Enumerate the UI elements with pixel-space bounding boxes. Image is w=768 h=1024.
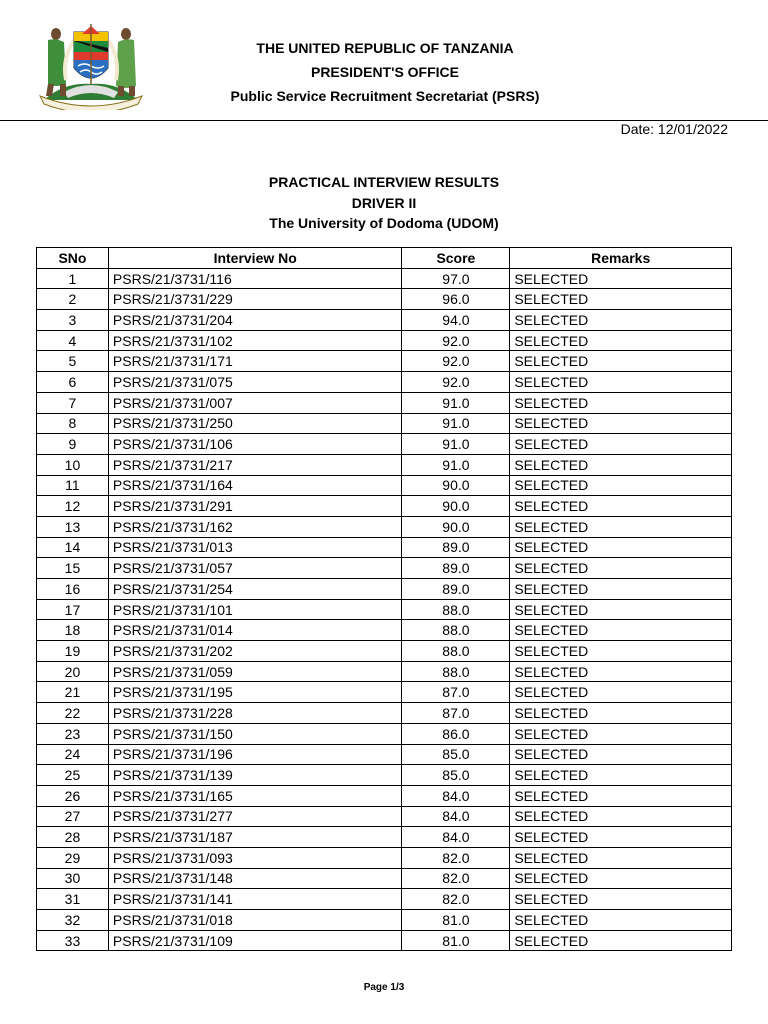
- cell-score: 91.0: [402, 434, 510, 455]
- cell-remarks: SELECTED: [510, 392, 732, 413]
- cell-score: 82.0: [402, 889, 510, 910]
- cell-remarks: SELECTED: [510, 889, 732, 910]
- cell-score: 84.0: [402, 785, 510, 806]
- cell-interview-no: PSRS/21/3731/228: [108, 703, 402, 724]
- table-row: [37, 579, 732, 600]
- cell-score: 85.0: [402, 765, 510, 786]
- cell-interview-no: PSRS/21/3731/059: [108, 661, 402, 682]
- cell-sno: 33: [37, 930, 109, 951]
- results-title: PRACTICAL INTERVIEW RESULTS: [268, 174, 500, 190]
- cell-remarks: SELECTED: [510, 847, 732, 868]
- table-row: [37, 889, 732, 910]
- cell-remarks: SELECTED: [510, 641, 732, 662]
- table-row: [37, 537, 732, 558]
- table-row: [37, 310, 732, 331]
- cell-score: 81.0: [402, 910, 510, 931]
- coat-of-arms-icon: [34, 22, 148, 110]
- table-row: [37, 641, 732, 662]
- cell-score: 84.0: [402, 827, 510, 848]
- table-row: [37, 268, 732, 289]
- cell-sno: 31: [37, 889, 109, 910]
- cell-interview-no: PSRS/21/3731/007: [108, 392, 402, 413]
- cell-score: 88.0: [402, 599, 510, 620]
- cell-interview-no: PSRS/21/3731/195: [108, 682, 402, 703]
- table-row: [37, 475, 732, 496]
- cell-interview-no: PSRS/21/3731/116: [108, 268, 402, 289]
- cell-interview-no: PSRS/21/3731/202: [108, 641, 402, 662]
- cell-interview-no: PSRS/21/3731/018: [108, 910, 402, 931]
- document-date: Date: 12/01/2022: [620, 121, 728, 137]
- results-table: [36, 247, 732, 951]
- cell-interview-no: PSRS/21/3731/109: [108, 930, 402, 951]
- table-row: [37, 372, 732, 393]
- cell-interview-no: PSRS/21/3731/057: [108, 558, 402, 579]
- cell-score: 91.0: [402, 392, 510, 413]
- cell-remarks: SELECTED: [510, 454, 732, 475]
- table-row: [37, 661, 732, 682]
- cell-score: 91.0: [402, 454, 510, 475]
- cell-score: 92.0: [402, 351, 510, 372]
- table-row: [37, 723, 732, 744]
- results-title-block: [0, 172, 768, 234]
- cell-remarks: SELECTED: [510, 496, 732, 517]
- cell-remarks: SELECTED: [510, 806, 732, 827]
- cell-sno: 26: [37, 785, 109, 806]
- cell-remarks: SELECTED: [510, 268, 732, 289]
- cell-remarks: SELECTED: [510, 744, 732, 765]
- table-row: [37, 620, 732, 641]
- cell-score: 87.0: [402, 682, 510, 703]
- column-header-score: Score: [402, 248, 510, 269]
- cell-score: 97.0: [402, 268, 510, 289]
- cell-interview-no: PSRS/21/3731/187: [108, 827, 402, 848]
- cell-sno: 5: [37, 351, 109, 372]
- cell-sno: 23: [37, 723, 109, 744]
- cell-interview-no: PSRS/21/3731/250: [108, 413, 402, 434]
- header-office: PRESIDENT'S OFFICE: [310, 64, 459, 80]
- cell-score: 91.0: [402, 413, 510, 434]
- institution-title: The University of Dodoma (UDOM): [269, 215, 499, 231]
- cell-remarks: SELECTED: [510, 558, 732, 579]
- cell-remarks: SELECTED: [510, 475, 732, 496]
- cell-sno: 17: [37, 599, 109, 620]
- table-row: [37, 827, 732, 848]
- cell-sno: 30: [37, 868, 109, 889]
- cell-interview-no: PSRS/21/3731/148: [108, 868, 402, 889]
- cell-remarks: SELECTED: [510, 434, 732, 455]
- cell-sno: 13: [37, 516, 109, 537]
- cell-interview-no: PSRS/21/3731/150: [108, 723, 402, 744]
- cell-sno: 29: [37, 847, 109, 868]
- cell-score: 81.0: [402, 930, 510, 951]
- cell-remarks: SELECTED: [510, 330, 732, 351]
- table-header-row: [37, 248, 732, 269]
- cell-remarks: SELECTED: [510, 661, 732, 682]
- cell-remarks: SELECTED: [510, 703, 732, 724]
- cell-sno: 15: [37, 558, 109, 579]
- cell-interview-no: PSRS/21/3731/204: [108, 310, 402, 331]
- cell-score: 82.0: [402, 847, 510, 868]
- table-row: [37, 413, 732, 434]
- table-row: [37, 434, 732, 455]
- column-header-remarks: Remarks: [510, 248, 732, 269]
- cell-sno: 20: [37, 661, 109, 682]
- cell-score: 86.0: [402, 723, 510, 744]
- cell-sno: 21: [37, 682, 109, 703]
- cell-score: 94.0: [402, 310, 510, 331]
- cell-score: 88.0: [402, 661, 510, 682]
- cell-sno: 7: [37, 392, 109, 413]
- table-row: [37, 930, 732, 951]
- table-row: [37, 868, 732, 889]
- cell-interview-no: PSRS/21/3731/139: [108, 765, 402, 786]
- table-row: [37, 682, 732, 703]
- cell-interview-no: PSRS/21/3731/075: [108, 372, 402, 393]
- cell-interview-no: PSRS/21/3731/106: [108, 434, 402, 455]
- position-title: DRIVER II: [351, 194, 417, 211]
- cell-sno: 16: [37, 579, 109, 600]
- cell-interview-no: PSRS/21/3731/164: [108, 475, 402, 496]
- cell-remarks: SELECTED: [510, 579, 732, 600]
- cell-score: 82.0: [402, 868, 510, 889]
- cell-score: 87.0: [402, 703, 510, 724]
- column-header-interview-no: Interview No: [108, 248, 402, 269]
- cell-interview-no: PSRS/21/3731/165: [108, 785, 402, 806]
- cell-remarks: SELECTED: [510, 413, 732, 434]
- header-secretariat: Public Service Recruitment Secretariat (PSRS): [230, 88, 540, 104]
- table-row: [37, 351, 732, 372]
- cell-interview-no: PSRS/21/3731/196: [108, 744, 402, 765]
- cell-interview-no: PSRS/21/3731/093: [108, 847, 402, 868]
- cell-sno: 3: [37, 310, 109, 331]
- cell-score: 84.0: [402, 806, 510, 827]
- cell-interview-no: PSRS/21/3731/291: [108, 496, 402, 517]
- cell-interview-no: PSRS/21/3731/229: [108, 289, 402, 310]
- table-row: [37, 785, 732, 806]
- cell-remarks: SELECTED: [510, 289, 732, 310]
- cell-remarks: SELECTED: [510, 599, 732, 620]
- table-row: [37, 496, 732, 517]
- cell-sno: 8: [37, 413, 109, 434]
- cell-score: 89.0: [402, 558, 510, 579]
- cell-sno: 9: [37, 434, 109, 455]
- cell-score: 89.0: [402, 579, 510, 600]
- cell-sno: 2: [37, 289, 109, 310]
- table-row: [37, 847, 732, 868]
- cell-score: 90.0: [402, 496, 510, 517]
- cell-sno: 18: [37, 620, 109, 641]
- cell-sno: 10: [37, 454, 109, 475]
- table-row: [37, 910, 732, 931]
- cell-score: 92.0: [402, 330, 510, 351]
- cell-remarks: SELECTED: [510, 930, 732, 951]
- cell-remarks: SELECTED: [510, 351, 732, 372]
- cell-remarks: SELECTED: [510, 723, 732, 744]
- cell-sno: 19: [37, 641, 109, 662]
- cell-remarks: SELECTED: [510, 765, 732, 786]
- cell-remarks: SELECTED: [510, 785, 732, 806]
- cell-remarks: SELECTED: [510, 682, 732, 703]
- table-row: [37, 599, 732, 620]
- cell-interview-no: PSRS/21/3731/101: [108, 599, 402, 620]
- cell-interview-no: PSRS/21/3731/254: [108, 579, 402, 600]
- cell-sno: 24: [37, 744, 109, 765]
- table-row: [37, 744, 732, 765]
- cell-remarks: SELECTED: [510, 827, 732, 848]
- cell-score: 90.0: [402, 475, 510, 496]
- cell-remarks: SELECTED: [510, 372, 732, 393]
- column-header-sno: SNo: [37, 248, 109, 269]
- table-row: [37, 558, 732, 579]
- table-row: [37, 765, 732, 786]
- table-row: [37, 330, 732, 351]
- cell-remarks: SELECTED: [510, 537, 732, 558]
- cell-remarks: SELECTED: [510, 910, 732, 931]
- cell-sno: 1: [37, 268, 109, 289]
- cell-remarks: SELECTED: [510, 620, 732, 641]
- cell-sno: 32: [37, 910, 109, 931]
- cell-interview-no: PSRS/21/3731/014: [108, 620, 402, 641]
- cell-score: 92.0: [402, 372, 510, 393]
- cell-interview-no: PSRS/21/3731/171: [108, 351, 402, 372]
- cell-sno: 6: [37, 372, 109, 393]
- cell-interview-no: PSRS/21/3731/013: [108, 537, 402, 558]
- table-row: [37, 516, 732, 537]
- cell-score: 88.0: [402, 641, 510, 662]
- cell-sno: 22: [37, 703, 109, 724]
- cell-sno: 25: [37, 765, 109, 786]
- cell-remarks: SELECTED: [510, 868, 732, 889]
- cell-sno: 4: [37, 330, 109, 351]
- cell-interview-no: PSRS/21/3731/102: [108, 330, 402, 351]
- cell-score: 89.0: [402, 537, 510, 558]
- cell-score: 85.0: [402, 744, 510, 765]
- cell-interview-no: PSRS/21/3731/217: [108, 454, 402, 475]
- cell-sno: 11: [37, 475, 109, 496]
- cell-interview-no: PSRS/21/3731/141: [108, 889, 402, 910]
- cell-sno: 14: [37, 537, 109, 558]
- cell-score: 90.0: [402, 516, 510, 537]
- cell-sno: 28: [37, 827, 109, 848]
- table-row: [37, 289, 732, 310]
- table-row: [37, 454, 732, 475]
- table-row: [37, 392, 732, 413]
- cell-remarks: SELECTED: [510, 516, 732, 537]
- cell-interview-no: PSRS/21/3731/162: [108, 516, 402, 537]
- cell-score: 96.0: [402, 289, 510, 310]
- cell-sno: 12: [37, 496, 109, 517]
- page-number: Page 1/3: [363, 982, 405, 993]
- cell-remarks: SELECTED: [510, 310, 732, 331]
- table-row: [37, 806, 732, 827]
- table-row: [37, 703, 732, 724]
- document-header: [150, 36, 620, 108]
- cell-interview-no: PSRS/21/3731/277: [108, 806, 402, 827]
- cell-score: 88.0: [402, 620, 510, 641]
- header-country: THE UNITED REPUBLIC OF TANZANIA: [256, 40, 514, 56]
- cell-sno: 27: [37, 806, 109, 827]
